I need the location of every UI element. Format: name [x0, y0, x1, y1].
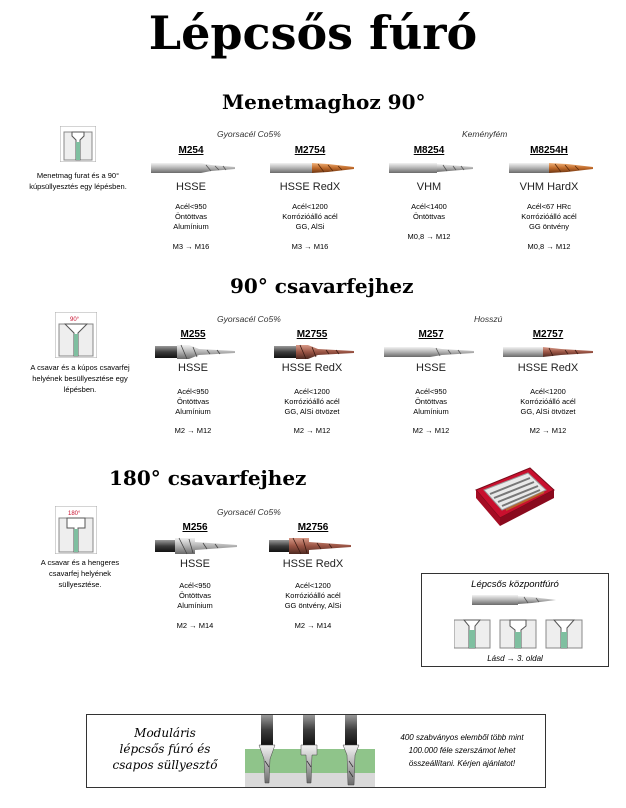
- spec-line: Acél<1200: [530, 387, 566, 396]
- section-heading-threading: Menetmaghoz 90°: [222, 90, 426, 114]
- spec-line: Öntöttvas: [414, 397, 448, 406]
- spec-line: Acél<67 HRc: [527, 202, 571, 211]
- size-range: M3 → M16: [291, 242, 329, 251]
- drill-image: [151, 161, 235, 175]
- icon-angle-label: 90°: [70, 317, 80, 323]
- spec-list: [386, 387, 476, 417]
- drill-image: [270, 161, 354, 175]
- spec-line: Acél<950: [415, 387, 447, 396]
- spec-list: [268, 581, 358, 611]
- icon-angle-label: 180°: [68, 511, 81, 517]
- see-page-note: Lásd → 3. oldal: [487, 654, 543, 663]
- material-grade: HSSE RedX: [282, 558, 344, 570]
- spec-list: [267, 387, 357, 417]
- section-description: A csavar és a kúpos csavarfej helyének besüllyesztése egy lépésben.: [30, 363, 130, 394]
- group-label: Gyorsacél Co5%: [217, 314, 281, 324]
- section-description: A csavar és a hengeres csavarfej helyének süllyesztése.: [40, 558, 120, 589]
- drill-image: [274, 344, 354, 360]
- modular-text-line: összeállítani. Kérjen ajánlatot!: [408, 759, 516, 768]
- size-range: M2 → M14: [176, 621, 214, 630]
- modular-drill-banner[interactable]: [86, 714, 546, 788]
- spec-list: [504, 202, 594, 232]
- size-range: M0,8 → M12: [407, 232, 451, 241]
- spec-list: [503, 387, 593, 417]
- spec-line: GG, AlSi ötvözet: [284, 407, 340, 416]
- modular-title-line: lépcsős fúró és: [119, 742, 211, 756]
- material-grade: HSSE: [176, 181, 206, 193]
- product-code[interactable]: M2755: [296, 329, 328, 340]
- spec-line: Korrózióálló acél: [284, 397, 340, 406]
- product-code[interactable]: M256: [182, 522, 208, 533]
- page-title: Lépcsős fúró: [148, 6, 478, 60]
- drill-image: [389, 161, 473, 175]
- modular-title-line: csapos süllyesztő: [112, 758, 218, 772]
- drill-image: [503, 346, 593, 358]
- size-range: M3 → M16: [172, 242, 210, 251]
- size-range: M2 → M12: [529, 426, 567, 435]
- size-range: M2 → M12: [412, 426, 450, 435]
- spec-list: [384, 202, 474, 222]
- spec-line: Acél<1200: [292, 202, 328, 211]
- product-code[interactable]: M2756: [297, 522, 329, 533]
- modular-title-line: Moduláris: [134, 726, 196, 740]
- tool-case-image: [470, 460, 558, 530]
- material-grade: HSSE: [416, 362, 446, 374]
- drill-image: [472, 594, 556, 606]
- modular-text: [387, 731, 537, 770]
- spec-line: Korrózióálló acél: [285, 591, 341, 600]
- material-grade: HSSE: [180, 558, 210, 570]
- countersink-90-icon: [55, 312, 97, 358]
- spec-line: Öntöttvas: [412, 212, 446, 221]
- size-range: M0,8 → M12: [527, 242, 571, 251]
- size-range: M2 → M12: [293, 426, 331, 435]
- product-code[interactable]: M8254: [413, 145, 445, 156]
- spec-line: Alumínium: [177, 601, 213, 610]
- product-code[interactable]: M8254H: [530, 145, 568, 156]
- group-label: Hosszú: [474, 314, 503, 324]
- product-code[interactable]: M254: [178, 145, 204, 156]
- product-code[interactable]: M257: [418, 329, 444, 340]
- size-range: M2 → M12: [174, 426, 212, 435]
- group-label: Gyorsacél Co5%: [217, 507, 281, 517]
- modular-text-line: 400 szabványos elemből több mint: [400, 733, 524, 742]
- spec-line: Öntöttvas: [178, 591, 212, 600]
- section-description: Menetmag furat és a 90° kúpsüllyesztés egy lépésben.: [29, 171, 127, 191]
- spec-line: Acél<950: [175, 202, 207, 211]
- modular-text-line: 100.000 féle szerszámot lehet: [408, 746, 516, 755]
- spec-line: Acél<950: [177, 387, 209, 396]
- material-grade: HSSE RedX: [517, 362, 579, 374]
- spec-line: Acél<1400: [411, 202, 447, 211]
- spec-line: Alumínium: [173, 222, 209, 231]
- spec-line: Öntöttvas: [176, 397, 210, 406]
- product-code[interactable]: M2754: [294, 145, 326, 156]
- center-drill-box[interactable]: [421, 573, 609, 667]
- spec-list: [146, 202, 236, 232]
- spec-list: [148, 387, 238, 417]
- spec-line: Öntöttvas: [174, 212, 208, 221]
- spec-line: Acél<950: [179, 581, 211, 590]
- material-grade: HSSE RedX: [281, 362, 343, 374]
- material-grade: HSSE RedX: [279, 181, 341, 193]
- group-label: Gyorsacél Co5%: [217, 129, 281, 139]
- product-code[interactable]: M255: [180, 329, 206, 340]
- drill-image: [155, 344, 235, 360]
- modular-title: [95, 725, 235, 773]
- center-drill-title: Lépcsős központfúró: [471, 579, 559, 590]
- spec-line: Korrózióálló acél: [282, 212, 338, 221]
- product-code[interactable]: M2757: [532, 329, 564, 340]
- modular-drill-image: [245, 715, 375, 787]
- thread-hole-icon: [60, 126, 96, 162]
- spec-line: Acél<1200: [295, 581, 331, 590]
- spec-line: Alumínium: [413, 407, 449, 416]
- spec-line: Korrózióálló acél: [521, 212, 577, 221]
- drill-image: [509, 161, 593, 175]
- spec-line: GG öntvény: [528, 222, 570, 231]
- spec-line: GG öntvény, AlSi: [284, 601, 342, 610]
- spec-list: [150, 581, 240, 611]
- spec-line: GG, AlSi: [295, 222, 325, 231]
- size-range: M2 → M14: [294, 621, 332, 630]
- spec-line: Korrózióálló acél: [520, 397, 576, 406]
- spec-line: GG, AlSi ötvözet: [520, 407, 576, 416]
- material-grade: HSSE: [178, 362, 208, 374]
- section-heading-cylinder-head: 180° csavarfejhez: [109, 466, 307, 490]
- group-label: Keményfém: [462, 129, 508, 139]
- spec-line: Alumínium: [175, 407, 211, 416]
- material-grade: VHM HardX: [519, 181, 579, 193]
- material-grade: VHM: [416, 181, 442, 193]
- drill-image: [269, 537, 351, 555]
- drill-image: [155, 537, 237, 555]
- counterbore-180-icon: [55, 506, 97, 554]
- drill-image: [384, 346, 474, 358]
- spec-list: [265, 202, 355, 232]
- center-drill-diagram: [454, 618, 584, 650]
- spec-line: Acél<1200: [294, 387, 330, 396]
- section-heading-countersunk: 90° csavarfejhez: [230, 274, 414, 298]
